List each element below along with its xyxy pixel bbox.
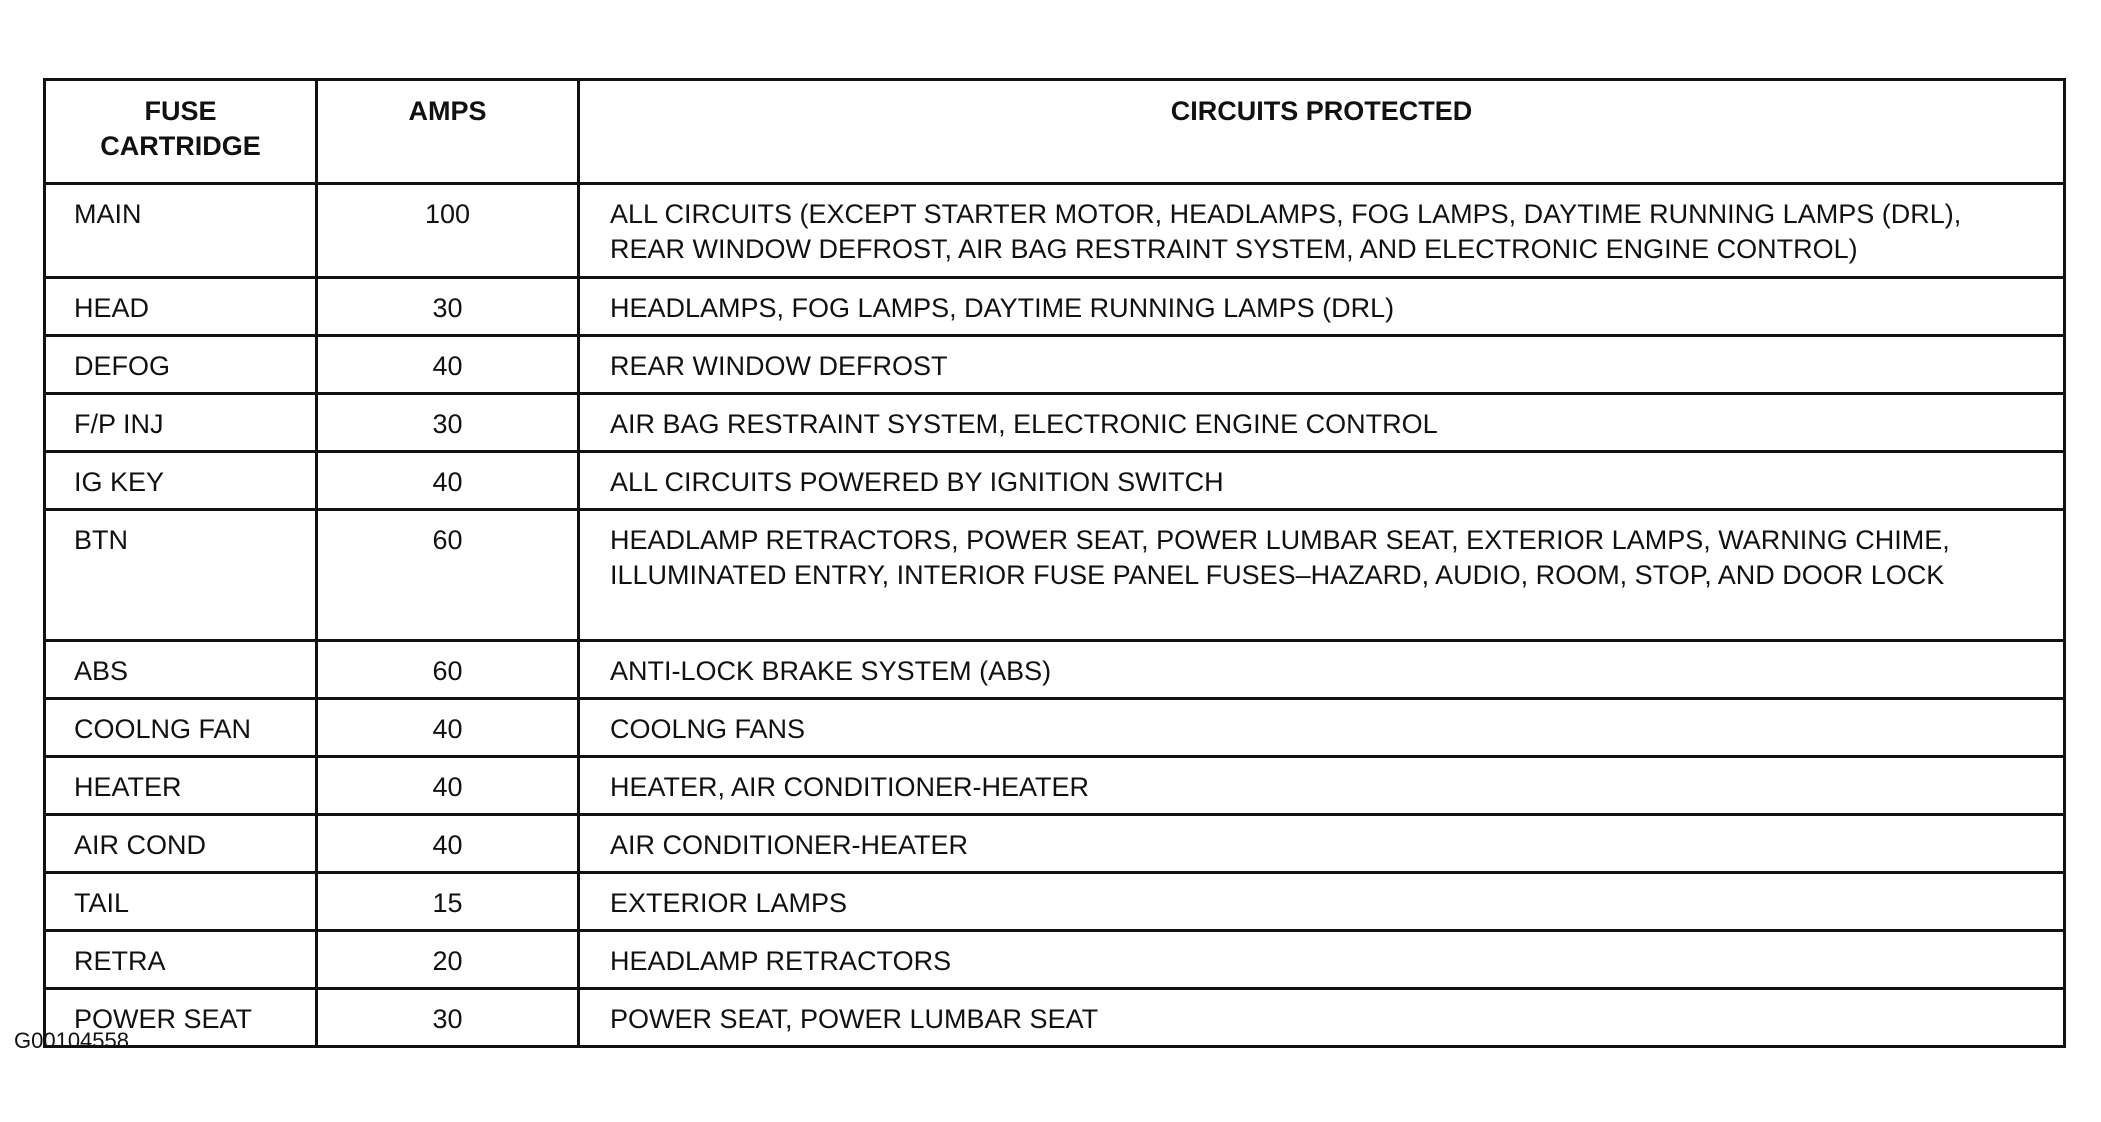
circuits-cell: HEADLAMP RETRACTORS: [579, 931, 2065, 989]
figure-id: G00104558: [14, 1028, 129, 1053]
circuits-cell: COOLNG FANS: [579, 699, 2065, 757]
fuse-cell: POWER SEAT: [45, 989, 317, 1047]
amps-cell: 40: [317, 452, 579, 510]
amps-cell: 30: [317, 278, 579, 336]
amps-cell: 60: [317, 510, 579, 641]
table-row: [45, 510, 2065, 641]
fuse-cell: IG KEY: [45, 452, 317, 510]
circuits-cell: POWER SEAT, POWER LUMBAR SEAT: [579, 989, 2065, 1047]
amps-cell: 40: [317, 757, 579, 815]
header-circuits-protected: CIRCUITS PROTECTED: [579, 80, 2065, 184]
circuits-cell: HEADLAMP RETRACTORS, POWER SEAT, POWER LUMBAR SEAT, EXTERIOR LAMPS, WARNING CHIME, ILLUMINATED ENTRY, INTERIOR FUSE PANEL FUSES–HAZARD, AUDIO, ROOM, STOP, AND DOOR LOCK: [579, 510, 2065, 641]
fuse-cell: BTN: [45, 510, 317, 641]
fuse-cell: F/P INJ: [45, 394, 317, 452]
fuse-cell: TAIL: [45, 873, 317, 931]
table-row: [45, 989, 2065, 1047]
table-row: [45, 931, 2065, 989]
table-header: [45, 80, 2065, 184]
circuits-cell: ANTI-LOCK BRAKE SYSTEM (ABS): [579, 641, 2065, 699]
fuse-cell: DEFOG: [45, 336, 317, 394]
circuits-cell: REAR WINDOW DEFROST: [579, 336, 2065, 394]
table-row: [45, 641, 2065, 699]
circuits-cell: AIR CONDITIONER-HEATER: [579, 815, 2065, 873]
fuse-cell: HEATER: [45, 757, 317, 815]
table-row: [45, 815, 2065, 873]
amps-cell: 100: [317, 184, 579, 278]
table-row: [45, 757, 2065, 815]
header-fuse-cartridge: FUSE CARTRIDGE: [45, 80, 317, 184]
table-row: [45, 394, 2065, 452]
circuits-cell: ALL CIRCUITS POWERED BY IGNITION SWITCH: [579, 452, 2065, 510]
table-row: [45, 699, 2065, 757]
circuits-cell: HEADLAMPS, FOG LAMPS, DAYTIME RUNNING LAMPS (DRL): [579, 278, 2065, 336]
amps-cell: 60: [317, 641, 579, 699]
circuits-cell: AIR BAG RESTRAINT SYSTEM, ELECTRONIC ENGINE CONTROL: [579, 394, 2065, 452]
fuse-cell: HEAD: [45, 278, 317, 336]
circuits-cell: HEATER, AIR CONDITIONER-HEATER: [579, 757, 2065, 815]
amps-cell: 15: [317, 873, 579, 931]
table-row: [45, 278, 2065, 336]
fuse-cell: MAIN: [45, 184, 317, 278]
table-row: [45, 184, 2065, 278]
table-row: [45, 336, 2065, 394]
amps-cell: 40: [317, 699, 579, 757]
circuits-cell: ALL CIRCUITS (EXCEPT STARTER MOTOR, HEADLAMPS, FOG LAMPS, DAYTIME RUNNING LAMPS (DRL), REAR WINDOW DEFROST, AIR BAG RESTRAINT SYSTEM, AND ELECTRONIC ENGINE CONTROL): [579, 184, 2065, 278]
fuse-cell: ABS: [45, 641, 317, 699]
table-row: [45, 452, 2065, 510]
amps-cell: 40: [317, 336, 579, 394]
circuits-cell: EXTERIOR LAMPS: [579, 873, 2065, 931]
amps-cell: 30: [317, 394, 579, 452]
fuse-cell: RETRA: [45, 931, 317, 989]
fuse-cell: COOLNG FAN: [45, 699, 317, 757]
fuse-table: [43, 78, 2066, 1048]
table-body: [45, 184, 2065, 1047]
amps-cell: 30: [317, 989, 579, 1047]
header-amps: AMPS: [317, 80, 579, 184]
amps-cell: 40: [317, 815, 579, 873]
header-row: [45, 80, 2065, 184]
amps-cell: 20: [317, 931, 579, 989]
table-row: [45, 873, 2065, 931]
fuse-cell: AIR COND: [45, 815, 317, 873]
